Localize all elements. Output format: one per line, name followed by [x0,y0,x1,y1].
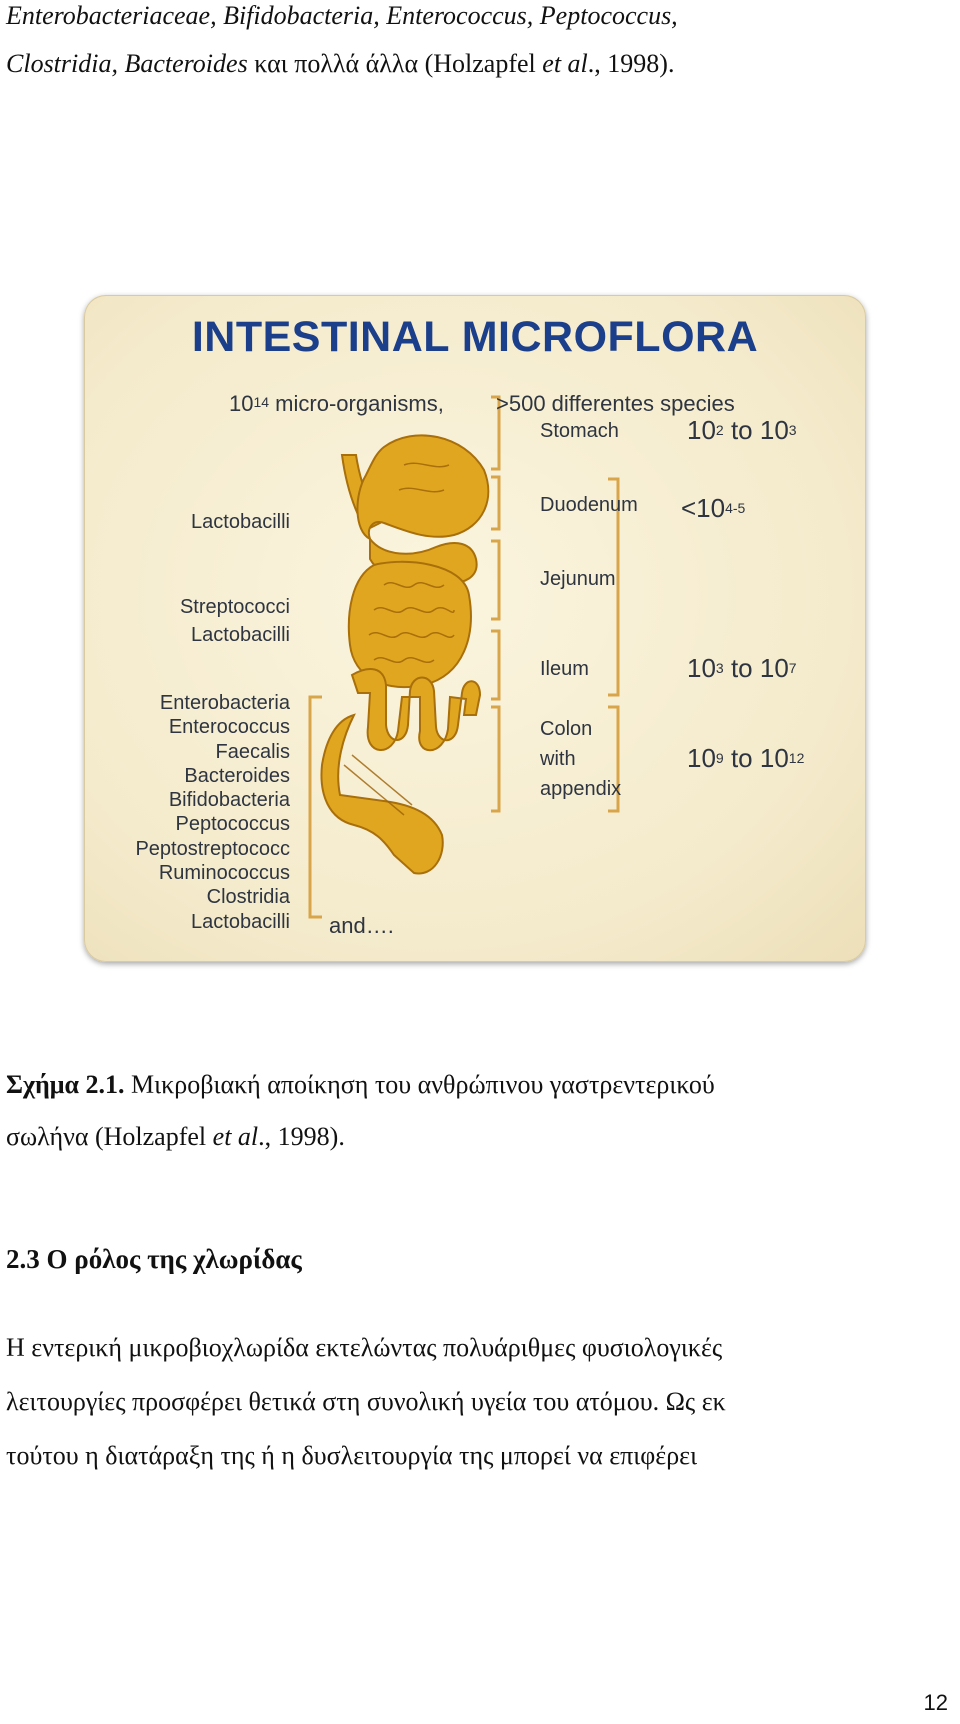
bacteria-colon-list [135,691,290,934]
segment-appendix: appendix [540,778,622,800]
bacteria-item: Clostridia [206,886,290,909]
bacteria-item: Peptostreptococc [135,837,290,860]
caption-text: Μικροβιακή αποίκηση του ανθρώπινου γαστρεντερικού [124,1070,715,1099]
segment-stomach: Stomach [540,420,619,442]
body-line-1: Η εντερική μικροβιοχλωρίδα εκτελώντας πολυάριθμες φυσιολογικές [6,1333,723,1362]
intestinal-microflora-figure [84,295,866,962]
segment-duodenum: Duodenum [540,494,638,516]
bacteria-item: Enterococcus [168,716,290,739]
micro-text: micro-organisms, [269,391,444,416]
intro-year: ., 1998). [587,49,675,78]
intro-line-1: Enterobacteriaceae, Bifidobacteria, Enterococcus, Peptococcus, [6,1,678,30]
bacteria-item: Peptococcus [175,813,290,836]
segment-with: with [540,748,576,770]
bacteria-small-intestine-label-1: Streptococci [179,596,290,618]
micro-organisms-label [229,391,444,417]
section-heading: 2.3 Ο ρόλος της χλωρίδας [6,1244,302,1274]
and-more-label: and…. [329,913,394,938]
ileum-shape [352,669,480,750]
caption-year: ., 1998). [258,1122,345,1151]
count-ileum: $10^3$ to $10^7$ [687,653,797,683]
segment-jejunum: Jejunum [540,568,616,590]
micro-exponent: 14 [253,394,270,410]
intro-etal: et al [542,49,588,78]
bacteria-small-intestine-label-2: Lactobacilli [191,624,290,646]
caption-text-2: σωλήνα (Holzapfel [6,1122,213,1151]
bacteria-stomach-label: Lactobacilli [191,511,290,533]
page-number: 12 [923,1690,948,1715]
caption-label: Σχήμα 2.1. [6,1070,125,1099]
segment-ileum: Ileum [540,658,589,680]
intro-italic-genera: Clostridia, Bacteroides [6,49,248,78]
micro-base: 10 [229,391,254,416]
count-stomach: $10^2$ to $10^3$ [687,415,797,445]
bacteria-item: Bacteroides [184,764,290,787]
count-colon: $10^9$ to $10^{12}$ [687,743,805,773]
body-line-2: λειτουργίες προσφέρει θετικά στη συνολική υγεία του ατόμου. Ως εκ [6,1387,726,1416]
intro-text: και πολλά άλλα (Holzapfel [247,49,543,78]
bacteria-item: Ruminococcus [158,862,290,885]
figure-caption-line-1 [6,1069,715,1101]
figure-title: INTESTINAL MICROFLORA [191,313,759,361]
bacteria-item: Bifidobacteria [168,789,290,812]
segment-colon: Colon [540,718,593,740]
count-duodenum: $<10^{4-5}$ [681,493,746,523]
bacteria-item: Enterobacteria [159,692,290,714]
intro-line-2 [6,48,674,80]
caption-etal: et al [212,1122,259,1151]
figure-caption-line-2 [6,1121,345,1153]
bacteria-item: Faecalis [215,740,290,763]
species-label: >500 differentes species [496,391,735,416]
bacteria-item: Lactobacilli [191,910,290,933]
body-line-3: τούτου η διατάραξη της ή η δυσλειτουργία της μπορεί να επιφέρει [6,1441,698,1470]
